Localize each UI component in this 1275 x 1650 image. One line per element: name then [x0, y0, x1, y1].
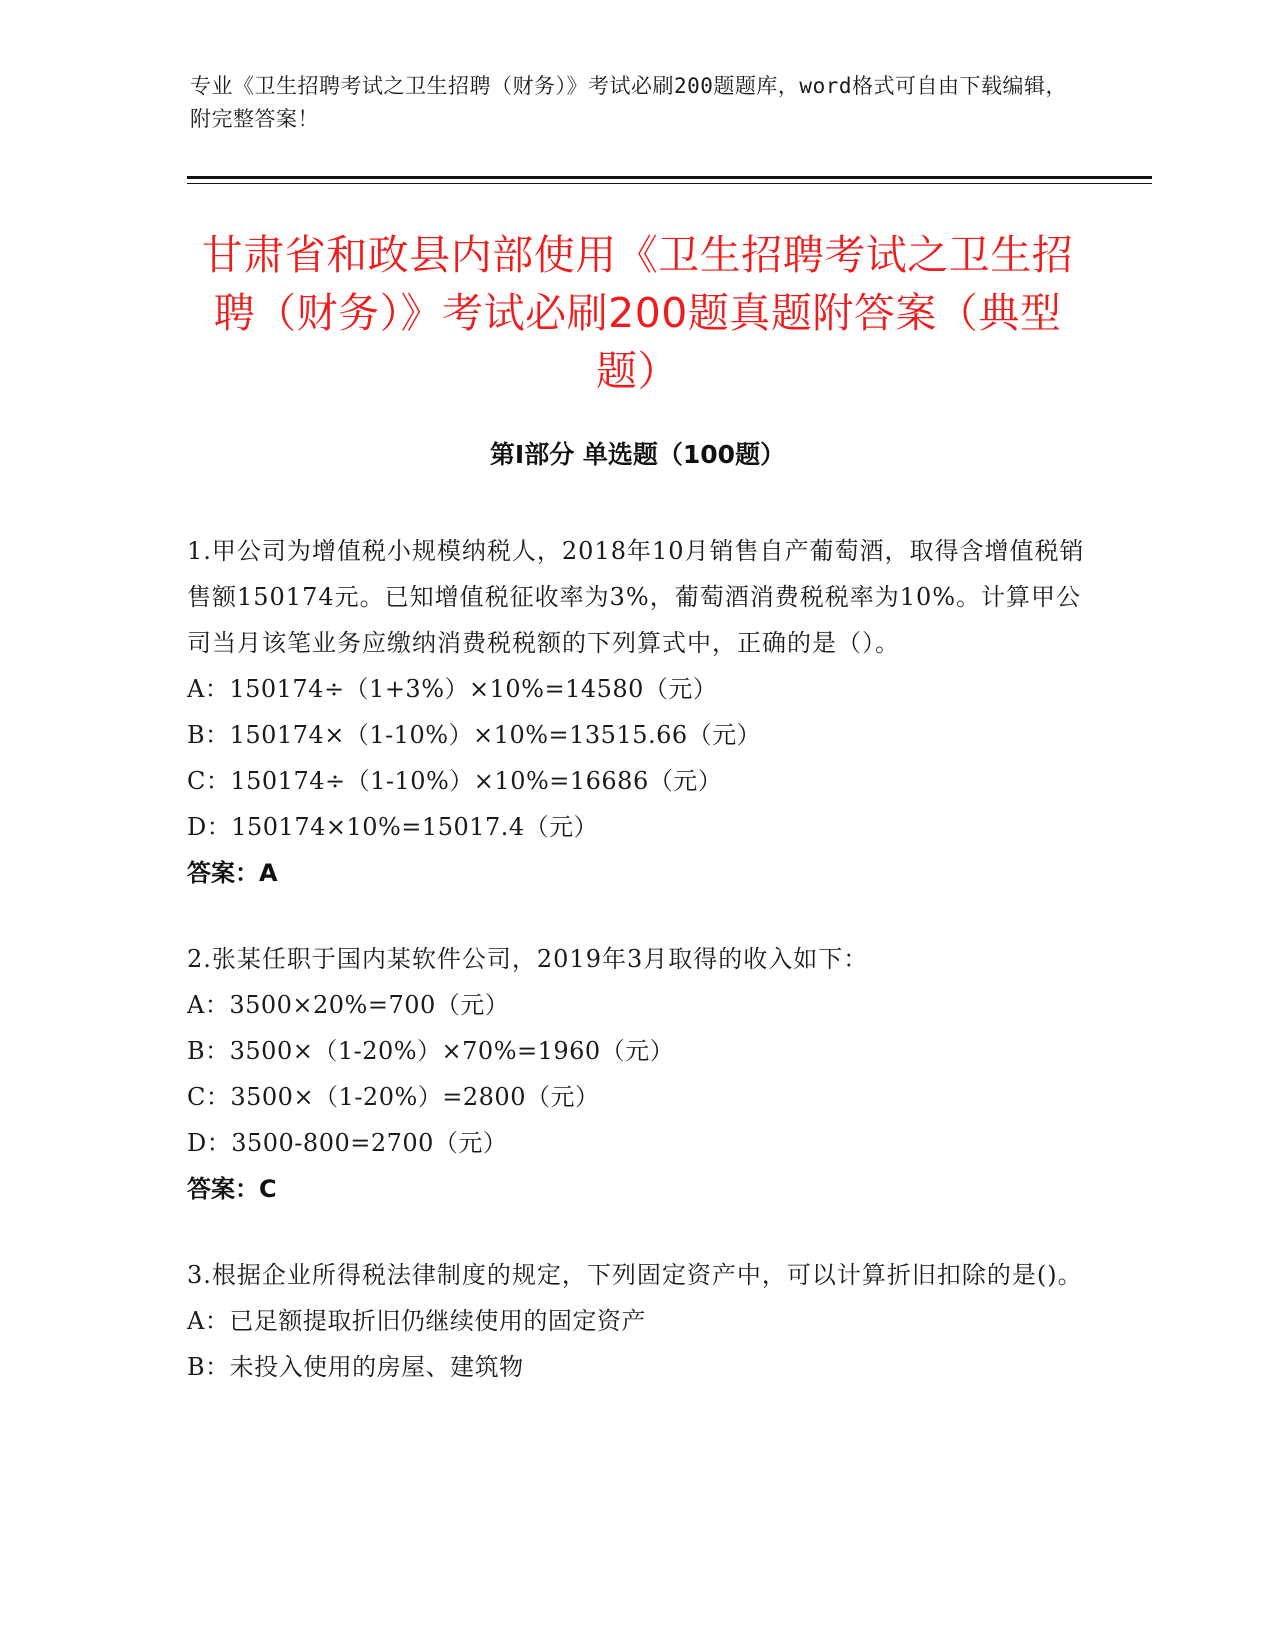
- question-stem: 2.张某任职于国内某软件公司，2019年3月取得的收入如下：: [187, 945, 869, 973]
- header-rule-thick: [187, 176, 1152, 179]
- option-b: B：3500×（1-20%）×70%=1960（元）: [187, 1037, 675, 1065]
- section-title: 第I部分 单选题（100题）: [489, 440, 786, 469]
- question-stem: 1.甲公司为增值税小规模纳税人，2018年10月销售自产葡萄酒，取得含增值税销售额150174元。已知增值税征收率为3%，葡萄酒消费税税率为10%。计算甲公司当月该笔业务应缴纳消费税税额的下列算式中，正确的是（）。: [187, 537, 1085, 657]
- question-stem: 3.根据企业所得税法律制度的规定，下列固定资产中，可以计算折旧扣除的是()。: [187, 1261, 1083, 1289]
- option-a: A：3500×20%=700（元）: [187, 991, 510, 1019]
- option-d: D：150174×10%=15017.4（元）: [187, 813, 599, 841]
- answer-line: 答案：A: [187, 859, 278, 887]
- question-1: [187, 528, 1087, 896]
- option-b: B：150174×（1-10%）×10%=13515.66（元）: [187, 721, 762, 749]
- header-rule-thin: [187, 183, 1152, 184]
- option-c: C：3500×（1-20%）=2800（元）: [187, 1083, 600, 1111]
- option-a: A：150174÷（1+3%）×10%=14580（元）: [187, 675, 718, 703]
- option-d: D：3500-800=2700（元）: [187, 1129, 508, 1157]
- question-2: [187, 936, 1087, 1212]
- option-a: A：已足额提取折旧仍继续使用的固定资产: [187, 1307, 646, 1335]
- question-list: [187, 528, 1087, 1430]
- answer-line: 答案：C: [187, 1175, 277, 1203]
- question-3: [187, 1252, 1087, 1390]
- option-b: B：未投入使用的房屋、建筑物: [187, 1353, 524, 1381]
- header-note: 专业《卫生招聘考试之卫生招聘（财务）》考试必刷200题题库，word格式可自由下载编辑，附完整答案！: [190, 74, 1067, 131]
- document-title: 甘肃省和政县内部使用《卫生招聘考试之卫生招聘（财务）》考试必刷200题真题附答案（典型题）: [201, 231, 1074, 395]
- option-c: C：150174÷（1-10%）×10%=16686（元）: [187, 767, 723, 795]
